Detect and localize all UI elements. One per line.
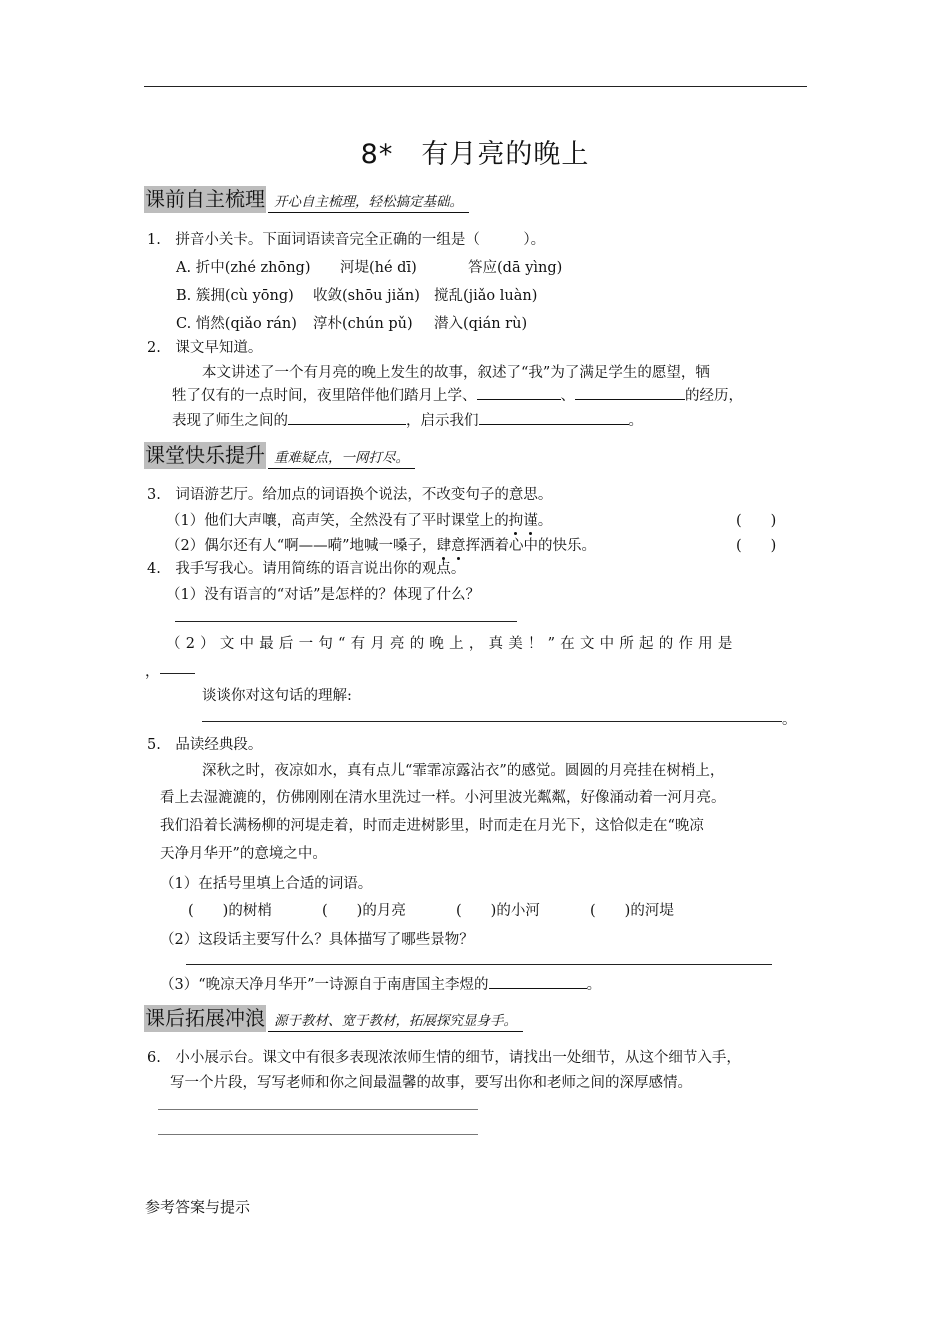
q5-passage-line-1: 深秋之时，夜凉如水，真有点儿“霏霏凉露沾衣”的感觉。圆圆的月亮挂在树梢上，	[202, 763, 725, 779]
answer-line[interactable]	[158, 1109, 478, 1110]
question-2-stem: 2. 课文早知道。	[147, 340, 263, 356]
q2-text: 、	[560, 388, 575, 404]
q1-option-c-2: 淳朴(chún pǔ)	[313, 316, 413, 332]
q2-text: 的经历，	[685, 388, 743, 404]
q5-item-1: （1）在括号里填上合适的词语。	[160, 876, 373, 892]
answers-heading: 参考答案与提示	[145, 1198, 251, 1216]
q3-text: （1）他们大声嚷，高声笑，全然没有了平时课堂上的	[166, 513, 509, 529]
q5-text: （3）“晚凉天净月华开”一诗源自于南唐国主李煜的	[160, 977, 489, 993]
q3-text: （2）偶尔还有人“啊——嗬”地喊一嗓子，	[166, 538, 437, 554]
answer-blank[interactable]	[479, 410, 629, 425]
q4-end-mark: 。	[782, 712, 797, 728]
answer-blank[interactable]	[575, 385, 685, 400]
q4-item-2: （2）文中最后一句“有月亮的晚上，真美！”在文中所起的作用是	[166, 636, 738, 652]
page-title: 8* 有月亮的晚上	[360, 139, 590, 170]
q3-item-1	[166, 509, 552, 530]
q1-option-a-2: 河堤(hé dī)	[340, 260, 417, 276]
q2-text: 。	[628, 413, 643, 429]
q1-option-c-1: C. 悄然(qiǎo rán)	[176, 316, 297, 332]
q5-passage-line-4: 天净月华开”的意境之中。	[160, 846, 327, 862]
q5-item-3	[160, 973, 601, 994]
answer-paren[interactable]: ( )	[736, 538, 777, 554]
question-6-line-2: 写一个片段，写写老师和你之间最温馨的故事，要写出你和老师之间的深厚感情。	[170, 1075, 692, 1091]
q1-option-a-1: A. 折中(zhé zhōng)	[176, 260, 311, 276]
q5-fill-3[interactable]: ( )的小河	[456, 903, 540, 919]
q2-text: 牲了仅有的一点时间，夜里陪伴他们踏月上学、	[172, 388, 477, 404]
q1-option-c-3: 潜入(qián rù)	[434, 316, 528, 332]
section-name: 课前自主梳理	[145, 187, 265, 211]
dotted-char: 谨	[523, 509, 538, 530]
q2-text: ，启示我们	[406, 413, 479, 429]
answer-line[interactable]	[158, 1134, 478, 1135]
section-subtitle: 重难疑点，一网打尽。	[268, 449, 415, 469]
section-name: 课堂快乐提升	[145, 443, 265, 467]
q5-fill-1[interactable]: ( )的树梢	[188, 903, 272, 919]
answer-line[interactable]	[175, 621, 517, 622]
q5-fill-2[interactable]: ( )的月亮	[322, 903, 406, 919]
question-5-stem: 5. 品读经典段。	[147, 737, 263, 753]
dotted-char: 肆	[437, 534, 452, 555]
dotted-char: 拘	[509, 509, 524, 530]
q4-comma: ，	[145, 664, 160, 680]
answer-blank[interactable]	[477, 385, 561, 400]
q4-item-1: （1）没有语言的“对话”是怎样的？体现了什么？	[166, 587, 481, 603]
q1-option-b-1: B. 簇拥(cù yōng)	[176, 288, 294, 304]
q3-text: 。	[537, 513, 553, 529]
answer-blank[interactable]	[489, 974, 587, 989]
q2-line-3	[172, 409, 643, 430]
q5-passage-line-3: 我们沿着长满杨柳的河堤走着，时而走进树影里，时而走在月光下，这恰似走在“晚凉	[160, 818, 704, 834]
answer-line[interactable]	[160, 673, 195, 674]
q3-text: 挥洒着心中的快乐。	[465, 538, 597, 554]
question-4-stem: 4. 我手写我心。请用简练的语言说出你的观点。	[147, 561, 466, 577]
q4-item-2b: 谈谈你对这句话的理解:	[202, 688, 352, 704]
q5-item-2: （2）这段话主要写什么？具体描写了哪些景物？	[160, 932, 474, 948]
answer-paren[interactable]: ( )	[736, 513, 777, 529]
q2-text: 表现了师生之间的	[172, 413, 288, 429]
q5-fill-4[interactable]: ( )的河堤	[590, 903, 674, 919]
dotted-char: 意	[451, 534, 466, 555]
section-subtitle: 源于教材、宽于教材，拓展探究显身手。	[268, 1012, 523, 1032]
question-6-line-1: 6. 小小展示台。课文中有很多表现浓浓师生情的细节，请找出一处细节，从这个细节入手，	[147, 1050, 741, 1066]
section-header-2	[144, 442, 415, 469]
q2-line-2	[172, 384, 743, 405]
q2-line-1: 本文讲述了一个有月亮的晚上发生的故事，叙述了“我”为了满足学生的愿望，牺	[202, 365, 710, 381]
q5-text: 。	[586, 977, 602, 993]
section-header-1	[144, 186, 469, 213]
section-subtitle: 开心自主梳理，轻松搞定基础。	[268, 193, 469, 213]
question-1-stem: 1. 拼音小关卡。下面词语读音完全正确的一组是（ ）。	[147, 232, 546, 248]
question-3-stem: 3. 词语游艺厅。给加点的词语换个说法，不改变句子的意思。	[147, 487, 553, 503]
q1-option-b-3: 搅乱(jiǎo luàn)	[434, 288, 538, 304]
answer-line[interactable]	[186, 964, 772, 965]
q1-option-a-3: 答应(dā yìng)	[468, 260, 563, 276]
q1-option-b-2: 收敛(shōu jiǎn)	[313, 288, 420, 304]
answer-line[interactable]	[202, 721, 782, 722]
answer-blank[interactable]	[288, 410, 406, 425]
q5-passage-line-2: 看上去湿漉漉的，仿佛刚刚在清水里洗过一样。小河里波光粼粼，好像涌动着一河月亮。	[160, 790, 726, 806]
section-name: 课后拓展冲浪	[145, 1006, 265, 1030]
section-header-3	[144, 1005, 523, 1032]
header-rule	[144, 86, 807, 87]
q3-item-2	[166, 534, 596, 555]
